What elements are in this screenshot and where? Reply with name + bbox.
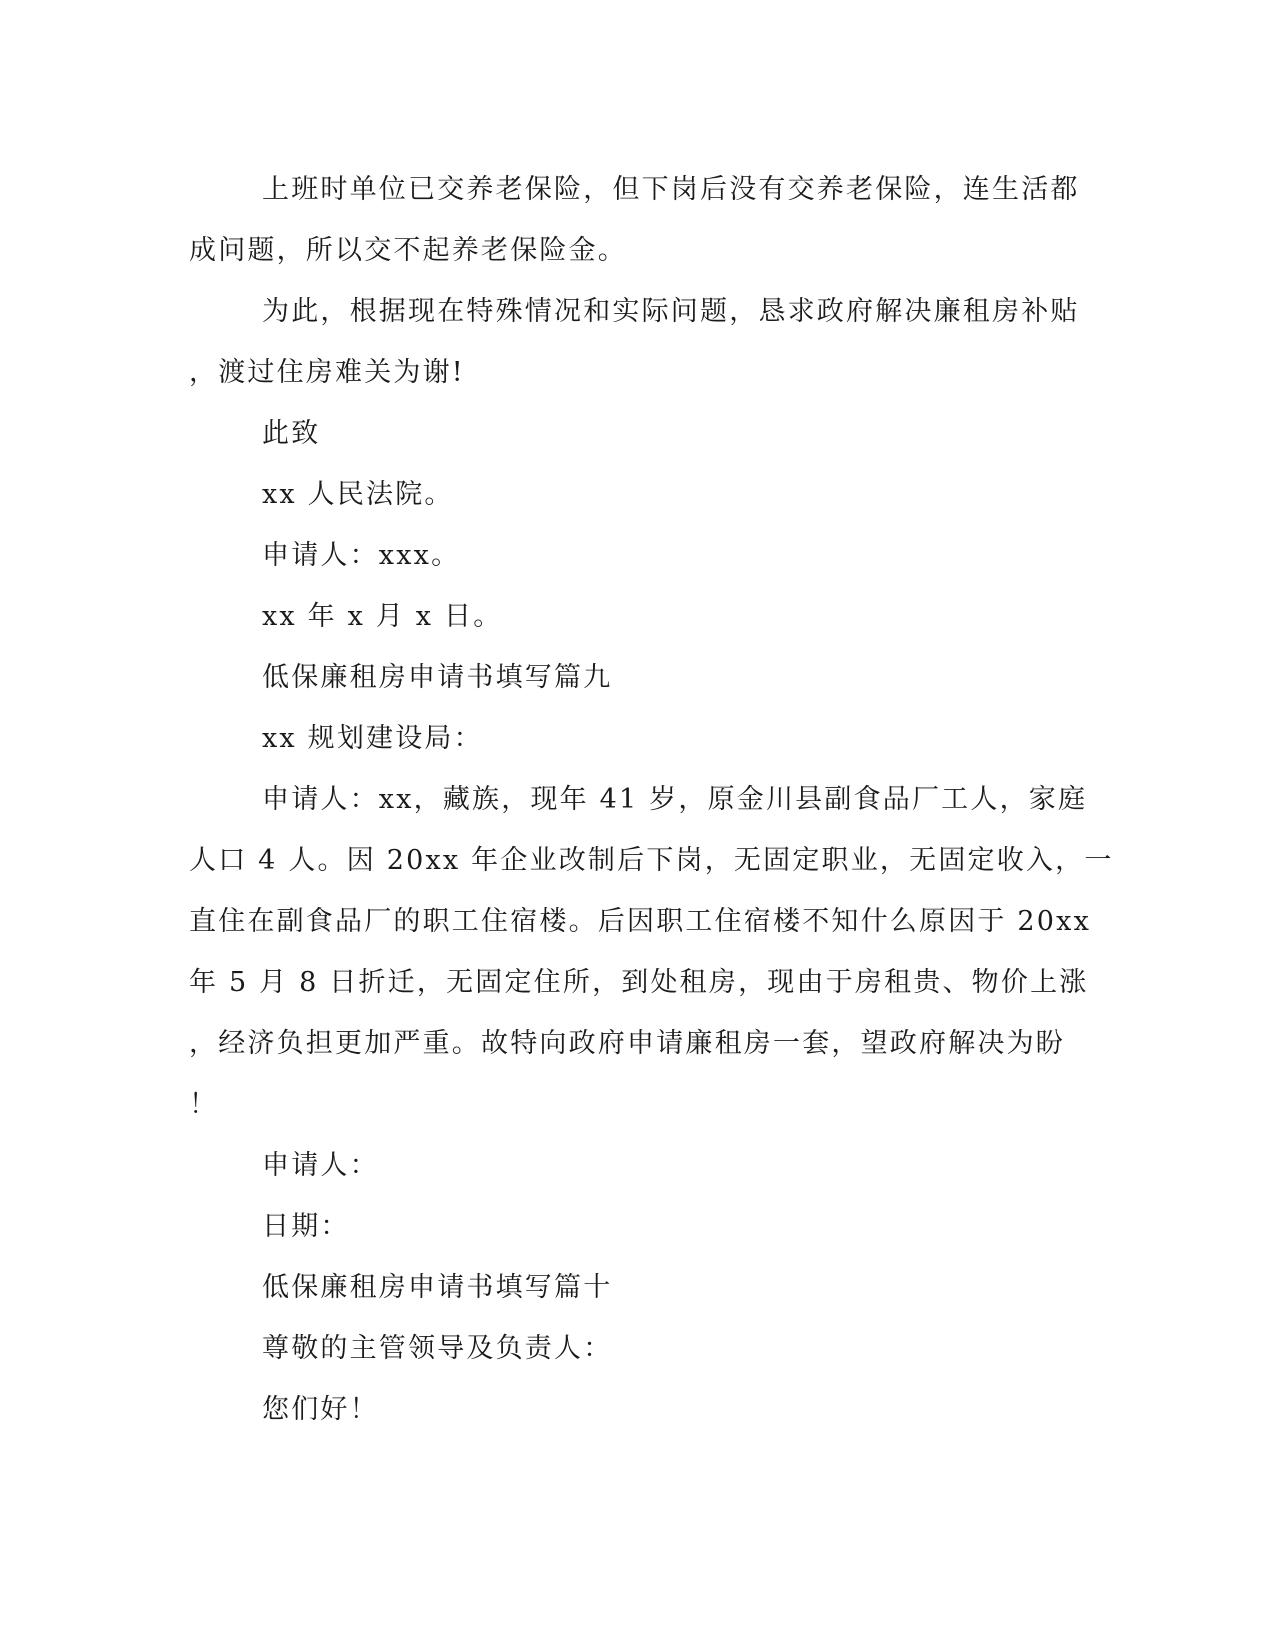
recipient-line: xx 规划建设局： bbox=[262, 723, 483, 754]
body-text-line: ，渡过住房难关为谢! bbox=[189, 357, 465, 388]
body-text-line: 上班时单位已交养老保险，但下岗后没有交养老保险，连生活都 bbox=[262, 174, 1080, 205]
date-line: 日期： bbox=[262, 1211, 350, 1242]
body-text-line: 成问题，所以交不起养老保险金。 bbox=[189, 235, 627, 266]
body-text-line: ，经济负担更加严重。故特向政府申请廉租房一套，望政府解决为盼 bbox=[189, 1028, 1065, 1059]
section-title: 低保廉租房申请书填写篇九 bbox=[262, 662, 613, 693]
applicant-line: 申请人：xxx。 bbox=[262, 540, 461, 571]
body-text-line: ！ bbox=[189, 1089, 219, 1120]
section-title: 低保廉租房申请书填写篇十 bbox=[262, 1272, 613, 1303]
date-line: xx 年 x 月 x 日。 bbox=[262, 601, 503, 632]
applicant-line: 申请人： bbox=[262, 1150, 379, 1181]
body-text-line: 申请人：xx，藏族，现年 41 岁，原金川县副食品厂工人，家庭 bbox=[262, 784, 1088, 815]
body-text-line: 人口 4 人。因 20xx 年企业改制后下岗，无固定职业，无固定收入，一 bbox=[189, 845, 1114, 876]
greeting-line: 您们好！ bbox=[262, 1394, 379, 1425]
body-text-line: 年 5 月 8 日折迁，无固定住所，到处租房，现由于房租贵、物价上涨 bbox=[189, 967, 1089, 998]
body-text-line: 为此，根据现在特殊情况和实际问题，恳求政府解决廉租房补贴 bbox=[262, 296, 1080, 327]
recipient-line: xx 人民法院。 bbox=[262, 479, 454, 510]
salutation-line: 尊敬的主管领导及负责人： bbox=[262, 1333, 613, 1364]
body-text-line: 直住在副食品厂的职工住宿楼。后因职工住宿楼不知什么原因于 20xx bbox=[189, 906, 1091, 937]
salutation-line: 此致 bbox=[262, 418, 321, 449]
